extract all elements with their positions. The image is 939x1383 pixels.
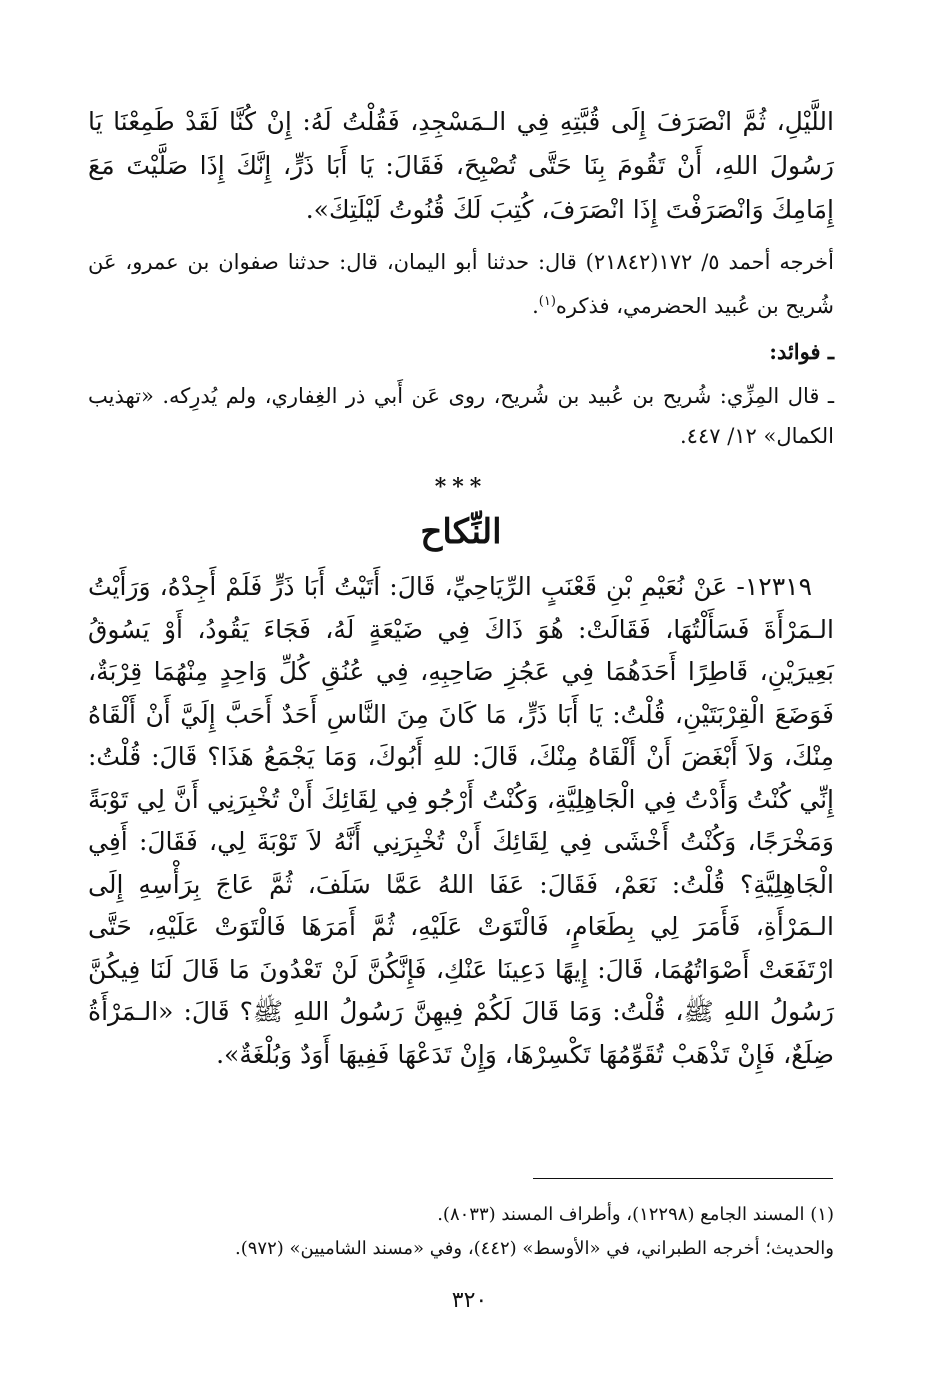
footnote-2: والحديث؛ أخرجه الطبراني، في «الأوسط» (٤٤٢)، وفي «مسند الشاميين» (٩٧٢). <box>235 1238 834 1259</box>
hadith-number: ١٢٣١٩- <box>736 572 812 601</box>
section-separator: *** <box>434 474 488 500</box>
fawaid-heading: ـ فوائد: <box>769 339 834 364</box>
footnotes <box>88 1198 834 1266</box>
section-title: النِّكاح <box>420 512 502 552</box>
takhrij-paragraph <box>88 242 834 326</box>
fawaid-paragraph: ـ قال المِزِّي: شُريح بن عُبيد بن شُريح، روى عَن أَبي ذر الغِفاري، ولم يُدرِكه. «تهذيب الكمال» ١٢/ ٤٤٧. <box>88 384 834 448</box>
page-body <box>88 100 834 1076</box>
continuation-paragraph: اللَّيْلِ، ثُمَّ انْصَرَفَ إِلَى قُبَّتِهِ فِي الـمَسْجِدِ، فَقُلْتُ لَهُ: إِنْ كُنَّا لَقَدْ طَمِعْنَا يَا رَسُولَ اللهِ، أَنْ تَقُومَ بِنَا حَتَّى تُصْبِحَ، فَقَالَ: يَا أَبَا ذَرٍّ، إِنَّكَ إِذَا صَلَّيْتَ مَعَ إِمَامِكَ وَانْصَرَفْتَ إِذَا انْصَرَفَ، كُتِبَ لَكَ قُنُوتُ لَيْلَتِكَ». <box>88 107 834 224</box>
takhrij-end: . <box>532 294 539 318</box>
hadith-paragraph <box>88 566 834 1076</box>
footnote-divider <box>533 1178 833 1179</box>
footnote-ref: (١) <box>538 294 556 309</box>
takhrij-text: أخرجه أحمد ٥/ ١٧٢(٢١٨٤٢) قال: حدثنا أبو اليمان، قال: حدثنا صفوان بن عمرو، عَن شُريح بن عُبيد الحضرمي، فذكره <box>88 250 834 318</box>
footnote-1: (١) المسند الجامع (١٢٢٩٨)، وأطراف المسند (٨٠٣٣). <box>437 1204 834 1225</box>
page-number: ٣٢٠ <box>451 1288 488 1313</box>
hadith-text: عَنْ نُعَيْمِ بْنِ قَعْنَبٍ الرِّيَاحِيِّ، قَالَ: أَتَيْتُ أَبَا ذَرٍّ فَلَمْ أَجِدْهُ، وَرَأَيْتُ الـمَرْأَةَ فَسَأَلْتُهَا، فَقَالَتْ: هُوَ ذَاكَ فِي ضَيْعَةٍ لَهُ، فَجَاءَ يَقُودُ، أَوْ يَسُوقُ بَعِيرَيْنِ، قَاطِرًا أَحَدَهُمَا فِي عَجُزِ صَاحِبِهِ، فِي عُنُقِ كُلِّ وَاحِدٍ مِنْهُمَا قِرْبَةٌ، فَوَضَعَ الْقِرْبَتَيْنِ، قُلْتُ: يَا أَبَا ذَرٍّ، مَا كَانَ مِنَ النَّاسِ أَحَدٌ أَحَبَّ إِلَيَّ أَنْ أَلْقَاهُ مِنْكَ، وَلاَ أَبْغَضَ أَنْ أَلْقَاهُ مِنْكَ، قَالَ: للهِ أَبُوكَ، وَمَا يَجْمَعُ هَذَا؟ قَالَ: قُلْتُ: إِنِّي كُنْتُ وَأَدْتُ فِي الْجَاهِلِيَّةِ، وَكُنْتُ أَرْجُو فِي لِقَائِكَ أَنْ تُخْبِرَنِي أَنَّ لِي تَوْبَةً وَمَخْرَجًا، وَكُنْتُ أَخْشَى فِي لِقَائِكَ أَنْ تُخْبِرَنِي أَنَّهُ لاَ تَوْبَةَ لِي، فَقَالَ: أَفِي الْجَاهِلِيَّةِ؟ قُلْتُ: نَعَمْ، فَقَالَ: عَفَا اللهُ عَمَّا سَلَفَ، ثُمَّ عَاجَ بِرَأْسِهِ إِلَى الـمَرْأَةِ، فَأَمَرَ لِي بِطَعَامٍ، فَالْتَوَتْ عَلَيْهِ، ثُمَّ أَمَرَهَا فَالْتَوَتْ عَلَيْهِ، حَتَّى ارْتَفَعَتْ أَصْوَاتُهُمَا، قَالَ: إِيهًا دَعِينَا عَنْكِ، فَإِنَّكُنَّ لَنْ تَعْدُونَ مَا قَالَ لَنَا فِيكُنَّ رَسُولُ اللهِ ﷺ، قُلْتُ: وَمَا قَالَ لَكُمْ فِيهِنَّ رَسُولُ اللهِ ﷺ؟ قَالَ: «الـمَرْأَةُ ضِلَعٌ، فَإِنْ تَذْهَبْ تُقَوِّمُهَا تَكْسِرْهَا، وَإِنْ تَدَعْهَا فَفِيهَا أَوَدٌ وَبُلْغَةٌ». <box>88 572 834 1069</box>
